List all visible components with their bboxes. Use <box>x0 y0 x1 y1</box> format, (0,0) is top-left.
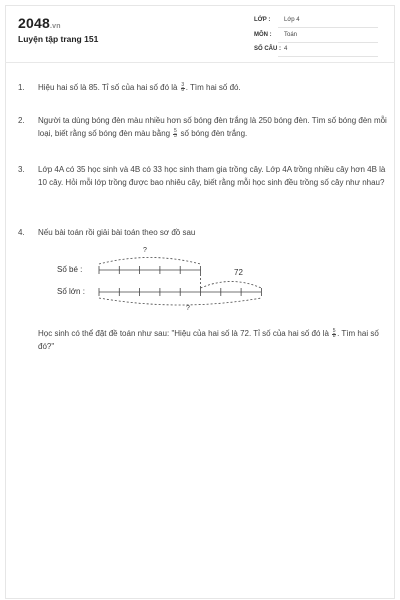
count-value: 4 <box>284 46 288 52</box>
fraction-denominator: 3 <box>173 133 177 140</box>
subject-label: MÔN : <box>254 32 272 38</box>
big-total-brace <box>99 298 261 305</box>
question-number: 1. <box>18 83 25 92</box>
question-text-part: số bóng đèn trắng. <box>178 129 248 138</box>
suggested-problem-text <box>38 327 383 353</box>
bottom-question-mark: ? <box>186 305 190 312</box>
difference-value: 72 <box>234 268 243 277</box>
fraction-numerator: 5 <box>332 327 336 334</box>
count-label: SỐ CÂU : <box>254 46 281 52</box>
question-text: Nếu bài toán rồi giải bài toán theo sơ đồ sau <box>38 228 196 237</box>
suggested-text-part: Học sinh có thể đặt đề toán như sau: "Hiệu của hai số là 72. Tỉ số của hai số đó là <box>38 329 332 338</box>
logo-domain: .vn <box>49 23 61 30</box>
difference-brace <box>201 282 262 289</box>
fraction-denominator: 8 <box>181 87 185 94</box>
question-number: 4. <box>18 228 25 237</box>
page-title: Luyện tập trang 151 <box>18 34 99 44</box>
fraction <box>332 329 336 340</box>
suggested-text-part: . Tìm hai số đó?" <box>38 329 379 351</box>
top-question-mark: ? <box>143 247 147 254</box>
question-number: 2. <box>18 116 25 125</box>
small-number-label: Số bé : <box>57 265 83 274</box>
fraction-denominator: 8 <box>332 333 336 340</box>
logo-text: 2048 <box>18 15 50 31</box>
fraction-numerator: 5 <box>173 127 177 134</box>
question-text-part: Hiệu hai số là 85. Tỉ số của hai số đó là <box>38 83 180 92</box>
small-total-brace <box>99 258 201 265</box>
question-text-part: Người ta dùng bóng đèn màu nhiều hơn số bóng đèn trắng là 250 bóng đèn. Tìm số bóng đèn mỗi loại, biết rằng số bóng đèn màu bằng <box>38 116 387 138</box>
big-number-label: Số lớn : <box>57 287 85 296</box>
class-label: LỚP : <box>254 17 271 23</box>
question-text: Lớp 4A có 35 học sinh và 4B có 33 học sinh tham gia trồng cây. Lớp 4A trồng nhiều cây hơn 4B là 10 cây. Hỏi mỗi lớp trồng được bao nhiêu cây, biết rằng mỗi học sinh đều trồng số cây như nhau? <box>38 165 386 187</box>
question-text-part: . Tìm hai số đó. <box>185 83 241 92</box>
class-value: Lớp 4 <box>284 17 300 23</box>
question-number: 3. <box>18 165 25 174</box>
fraction-numerator: 3 <box>181 81 185 88</box>
subject-value: Toán <box>284 32 298 38</box>
